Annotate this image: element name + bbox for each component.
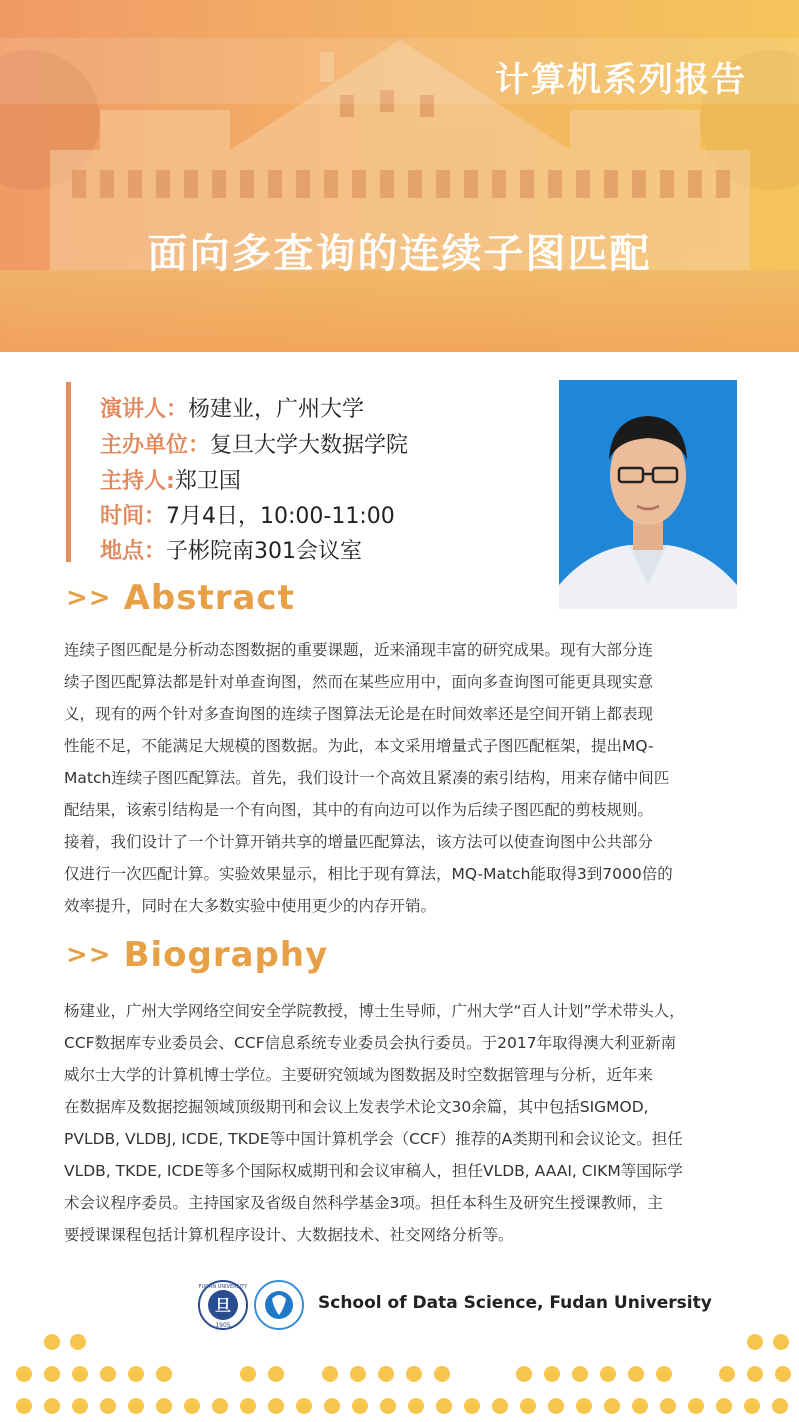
time-value: 7月4日，10:00-11:00	[166, 504, 395, 529]
abstract-line: 接着，我们设计了一个计算开销共享的增量匹配算法，该方法可以使查询图中公共部分	[64, 833, 654, 851]
time-label: 时间：	[100, 504, 167, 529]
abstract-heading	[66, 578, 295, 618]
abstract-line: Match连续子图匹配算法。首先，我们设计一个高效且紧凑的索引结构，用来存储中间匹	[64, 769, 670, 787]
double-chevron-icon: >>	[66, 940, 112, 970]
speaker-label: 演讲人：	[100, 397, 189, 422]
abstract-line: 仅进行一次匹配计算。实验效果显示，相比于现有算法，MQ-Match能取得3到7000倍的	[64, 865, 673, 883]
hero-banner	[0, 0, 799, 352]
biography-body	[64, 995, 746, 1251]
speaker-value: 杨建业，广州大学	[188, 397, 365, 422]
svg-text:旦: 旦	[214, 1296, 232, 1315]
biography-line: 要授课课程包括计算机程序设计、大数据技术、社交网络分析等。	[64, 1226, 514, 1244]
data-science-school-logo	[255, 1281, 303, 1329]
speaker-row	[100, 392, 364, 423]
fudan-university-logo	[199, 1281, 249, 1329]
abstract-line: 性能不足，不能满足大规模的图数据。为此，本文采用增量式子图匹配框架，提出MQ-	[64, 737, 654, 755]
host-org-row	[100, 428, 408, 459]
biography-line: 杨建业，广州大学网络空间安全学院教授，博士生导师，广州大学“百人计划”学术带头人，	[64, 1002, 685, 1020]
biography-line: CCF数据库专业委员会、CCF信息系统专业委员会执行委员。于2017年取得澳大利亚新南	[64, 1034, 677, 1052]
time-row	[100, 499, 395, 530]
abstract-line: 效率提升，同时在大多数实验中使用更少的内存开销。	[64, 897, 437, 915]
decorative-dots	[0, 1330, 799, 1422]
svg-text:FUDAN UNIVERSITY: FUDAN UNIVERSITY	[198, 1284, 248, 1290]
biography-line: VLDB, TKDE, ICDE等多个国际权威期刊和会议审稿人，担任VLDB, AAAI, CIKM等国际学	[64, 1162, 683, 1180]
speaker-photo	[559, 380, 737, 609]
place-row	[100, 534, 362, 565]
double-chevron-icon: >>	[66, 583, 112, 613]
biography-line: PVLDB, VLDBJ, ICDE, TKDE等中国计算机学会（CCF）推荐的A类期刊和会议论文。担任	[64, 1130, 683, 1148]
dot-pattern	[16, 1334, 791, 1414]
place-value: 子彬院南301会议室	[166, 539, 363, 564]
series-title: 计算机系列报告	[495, 60, 747, 100]
footer-logos	[198, 1279, 308, 1331]
abstract-line: 连续子图匹配是分析动态图数据的重要课题，近来涌现丰富的研究成果。现有大部分连	[64, 641, 654, 659]
chair-value: 郑卫国	[174, 469, 241, 494]
svg-text:1905: 1905	[215, 1322, 231, 1329]
school-name: School of Data Science, Fudan University	[318, 1293, 712, 1313]
host-org-label: 主办单位：	[100, 433, 211, 458]
abstract-line: 义，现有的两个针对多查询图的连续子图算法无论是在时间效率还是空间开销上都表现	[64, 705, 654, 723]
abstract-heading-text: Abstract	[123, 578, 295, 618]
abstract-body	[64, 634, 746, 922]
host-org-value: 复旦大学大数据学院	[210, 433, 409, 458]
biography-line: 威尔士大学的计算机博士学位。主要研究领域为图数据及时空数据管理与分析，近年来	[64, 1066, 654, 1084]
talk-title: 面向多查询的连续子图匹配	[147, 231, 652, 277]
talk-info	[66, 382, 541, 562]
chair-row	[100, 464, 241, 495]
biography-line: 术会议程序委员。主持国家及省级自然科学基金3项。担任本科生及研究生授课教师，主	[64, 1194, 663, 1212]
abstract-line: 配结果，该索引结构是一个有向图，其中的有向边可以作为后续子图匹配的剪枝规则。	[64, 801, 654, 819]
biography-line: 在数据库及数据挖掘领域顶级期刊和会议上发表学术论文30余篇，其中包括SIGMOD,	[64, 1098, 649, 1116]
chair-label: 主持人:	[100, 469, 175, 494]
abstract-line: 续子图匹配算法都是针对单查询图，然而在某些应用中，面向多查询图可能更具现实意	[64, 673, 654, 691]
place-label: 地点：	[100, 539, 167, 564]
biography-heading-text: Biography	[123, 935, 329, 975]
biography-heading	[66, 935, 328, 975]
